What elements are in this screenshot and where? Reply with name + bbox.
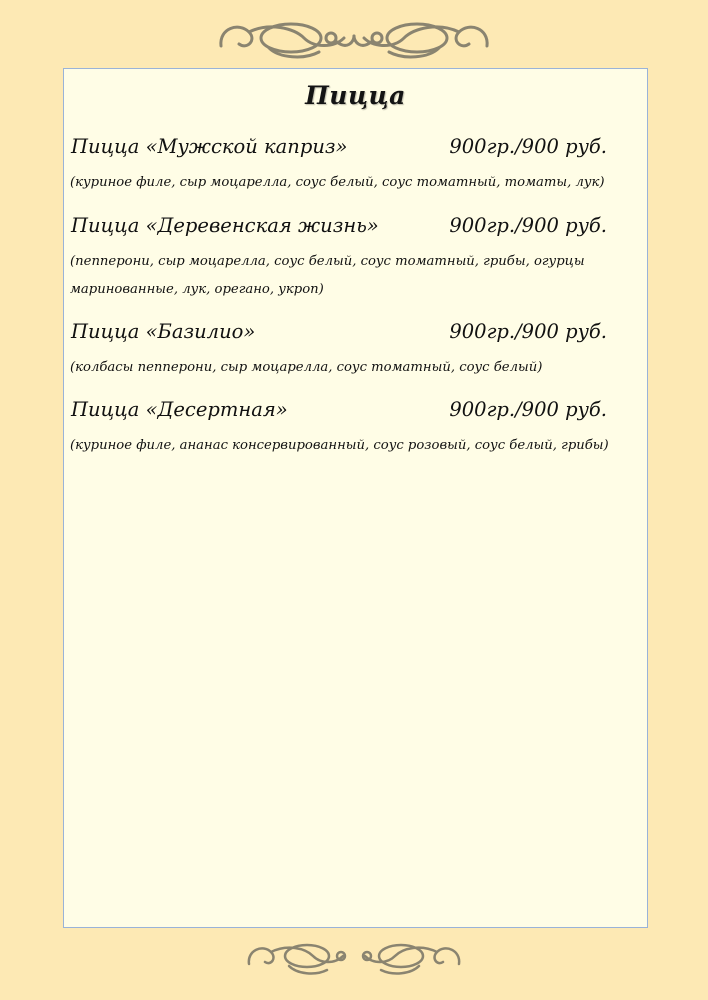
- menu-item: [71, 398, 607, 421]
- item-name: Пицца «Мужской каприз»: [71, 135, 348, 158]
- item-price: 900гр./900 руб.: [449, 398, 607, 421]
- menu-item: [71, 135, 607, 158]
- item-price: 900гр./900 руб.: [449, 214, 607, 237]
- decorative-flourish-icon: [209, 8, 499, 72]
- item-name: Пицца «Базилио»: [71, 320, 256, 343]
- menu-panel: [63, 68, 648, 928]
- item-description: (куриное филе, ананас консервированный, соус розовый, соус белый, грибы): [70, 438, 609, 453]
- menu-item: [71, 320, 607, 343]
- item-description: (куриное филе, сыр моцарелла, соус белый, соус томатный, томаты, лук): [70, 175, 605, 190]
- menu-item: [71, 214, 607, 237]
- page-title: Пицца: [305, 81, 406, 110]
- item-description: (пепперони, сыр моцарелла, соус белый, соус томатный, грибы, огурцы маринованные, лук, орегано, укроп): [70, 254, 585, 297]
- item-name: Пицца «Десертная»: [71, 398, 288, 421]
- top-flourish-ornament: [0, 8, 708, 72]
- item-description: (колбасы пепперони, сыр моцарелла, соус томатный, соус белый): [70, 360, 543, 375]
- item-price: 900гр./900 руб.: [449, 320, 607, 343]
- item-price: 900гр./900 руб.: [449, 135, 607, 158]
- bottom-flourish-ornament: [0, 932, 708, 982]
- decorative-flourish-icon: [243, 932, 465, 982]
- item-name: Пицца «Деревенская жизнь»: [71, 214, 379, 237]
